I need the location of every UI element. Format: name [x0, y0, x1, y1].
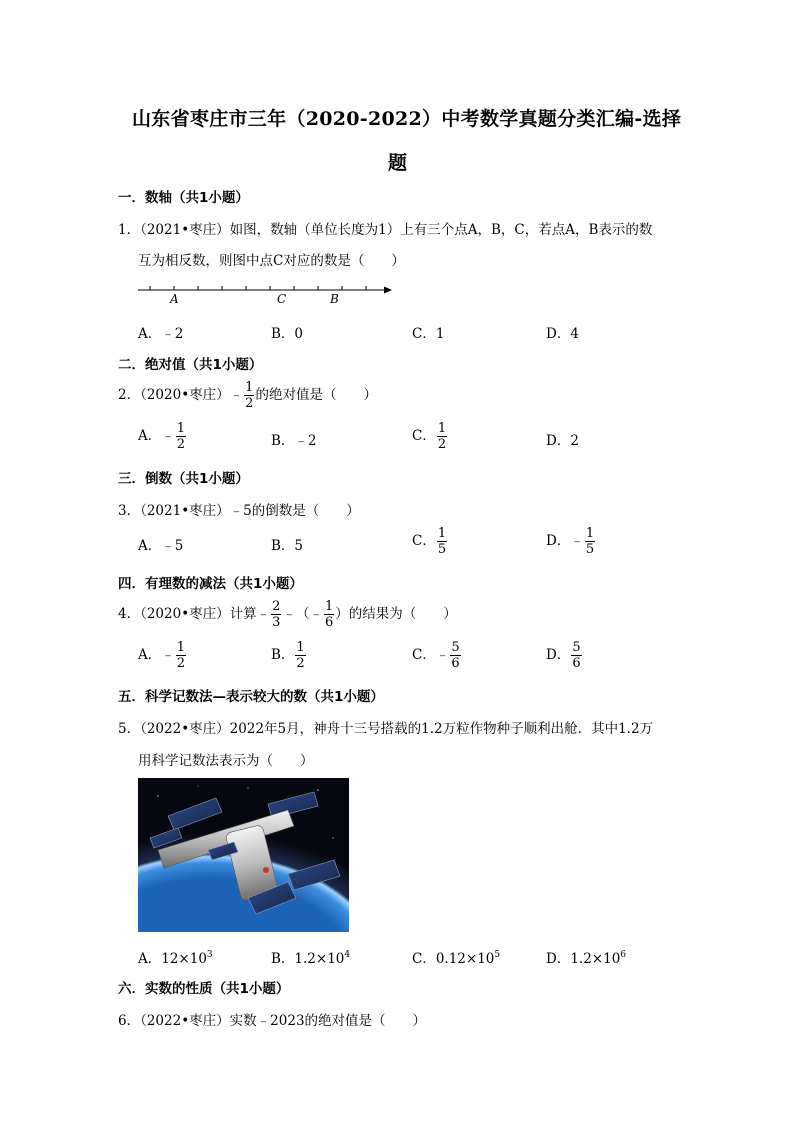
fraction: $\frac{1}{5}$ [437, 526, 447, 557]
question-number: 1． [118, 222, 141, 238]
question-4 [118, 600, 457, 629]
question-source: （2020•枣庄） [140, 606, 230, 622]
option-a[interactable]: A．﹣ $\frac{1}{2}$ [138, 421, 186, 452]
option-a[interactable]: A．$12\times 10^3$ [138, 950, 213, 967]
option-c[interactable]: C．﹣ $\frac{5}{6}$ [412, 640, 460, 671]
fraction: $\frac{1}{2}$ [437, 421, 447, 452]
question-source: （2021•枣庄） [140, 222, 230, 238]
option-b[interactable]: B．$1.2\times 10^4$ [271, 950, 351, 967]
section-heading-number-line: 一．数轴（共1小题） [118, 190, 249, 206]
question-2 [118, 381, 377, 410]
option-d[interactable]: D． $\frac{5}{6}$ [546, 640, 581, 671]
option-d[interactable]: D．﹣ $\frac{1}{5}$ [546, 526, 595, 557]
point-label-b: B [330, 292, 339, 306]
minus-sign: ﹣ [229, 387, 244, 403]
question-number: 6． [118, 1013, 141, 1029]
question-text: ）的结果为（ ） [335, 606, 457, 622]
question-1-line-1 [118, 218, 652, 238]
question-text: 实数﹣2023的绝对值是（ ） [229, 1013, 427, 1029]
section-heading-reciprocal: 三．倒数（共1小题） [118, 471, 249, 487]
option-c[interactable]: C． $\frac{1}{2}$ [412, 421, 447, 452]
option-c[interactable]: C． $\frac{1}{5}$ [412, 526, 447, 557]
question-source: （2021•枣庄） [140, 503, 230, 519]
fraction: $\frac{1}{6}$ [324, 599, 334, 630]
title-line-1: 山东省枣庄市三年（2020-2022）中考数学真题分类汇编-选择 [132, 108, 682, 130]
fraction: $\frac{5}{6}$ [572, 640, 581, 671]
option-b[interactable]: B．0 [271, 326, 304, 342]
question-middle: ﹣（﹣ [282, 606, 323, 622]
question-number: 4． [118, 606, 141, 622]
question-6 [118, 1009, 426, 1029]
point-label-c: C [277, 292, 287, 306]
question-number: 3． [118, 503, 141, 519]
question-text: 如图，数轴（单位长度为1）上有三个点A，B，C，若点A，B表示的数 [229, 222, 653, 238]
question-number: 5． [118, 721, 141, 737]
number-line-figure [136, 280, 396, 308]
question-text: 2022年5月，神舟十三号搭载的1.2万粒作物种子顺利出舱．其中1.2万 [229, 721, 654, 737]
point-label-a: A [170, 292, 179, 306]
option-b[interactable]: B．﹣2 [271, 433, 317, 449]
section-heading-subtraction: 四．有理数的减法（共1小题） [118, 576, 303, 592]
option-b[interactable]: B． $\frac{1}{2}$ [271, 640, 305, 671]
option-a[interactable]: A．﹣2 [138, 326, 184, 342]
option-d[interactable]: D．2 [546, 433, 579, 449]
title-line-2: 题 [388, 152, 408, 174]
section-heading-scientific-notation: 五．科学记数法—表示较大的数（共1小题） [118, 689, 384, 705]
fraction: $\frac{1}{2}$ [176, 421, 186, 452]
question-source: （2020•枣庄） [140, 387, 230, 403]
fraction: $\frac{1}{5}$ [585, 526, 595, 557]
page-title-continued [388, 148, 407, 175]
space-station-photo [138, 778, 349, 932]
question-5-line-1 [118, 717, 653, 737]
question-text: ﹣5的倒数是（ ） [229, 503, 360, 519]
option-a[interactable]: A．﹣5 [138, 538, 184, 554]
page-title [132, 104, 681, 131]
fraction: $\frac{1}{2}$ [296, 640, 305, 671]
question-1-line-2: 互为相反数，则图中点C对应的数是（ ） [138, 253, 405, 269]
option-c[interactable]: C．1 [412, 326, 445, 342]
section-heading-absolute-value: 二．绝对值（共1小题） [118, 357, 263, 373]
question-source: （2022•枣庄） [140, 1013, 230, 1029]
question-text: 的绝对值是（ ） [255, 387, 377, 403]
question-number: 2． [118, 387, 141, 403]
fraction: $\frac{1}{2}$ [176, 640, 186, 671]
number-line-ticks [150, 286, 366, 290]
option-a[interactable]: A．﹣ $\frac{1}{2}$ [138, 640, 186, 671]
section-heading-real-number-properties: 六．实数的性质（共1小题） [118, 981, 290, 997]
question-source: （2022•枣庄） [140, 721, 230, 737]
question-5-line-2: 用科学记数法表示为（ ） [138, 753, 314, 769]
fraction: $\frac{2}{3}$ [272, 599, 281, 630]
option-d[interactable]: D．$1.2\times 10^6$ [546, 950, 627, 967]
number-line-arrow [384, 287, 392, 294]
fraction: $\frac{5}{6}$ [451, 640, 460, 671]
fraction: $\frac{1}{2}$ [245, 380, 254, 411]
option-b[interactable]: B．5 [271, 538, 304, 554]
question-lead: 计算﹣ [229, 606, 271, 622]
option-d[interactable]: D．4 [546, 326, 579, 342]
option-c[interactable]: C．$0.12\times 10^5$ [412, 950, 501, 967]
question-3 [118, 499, 360, 519]
